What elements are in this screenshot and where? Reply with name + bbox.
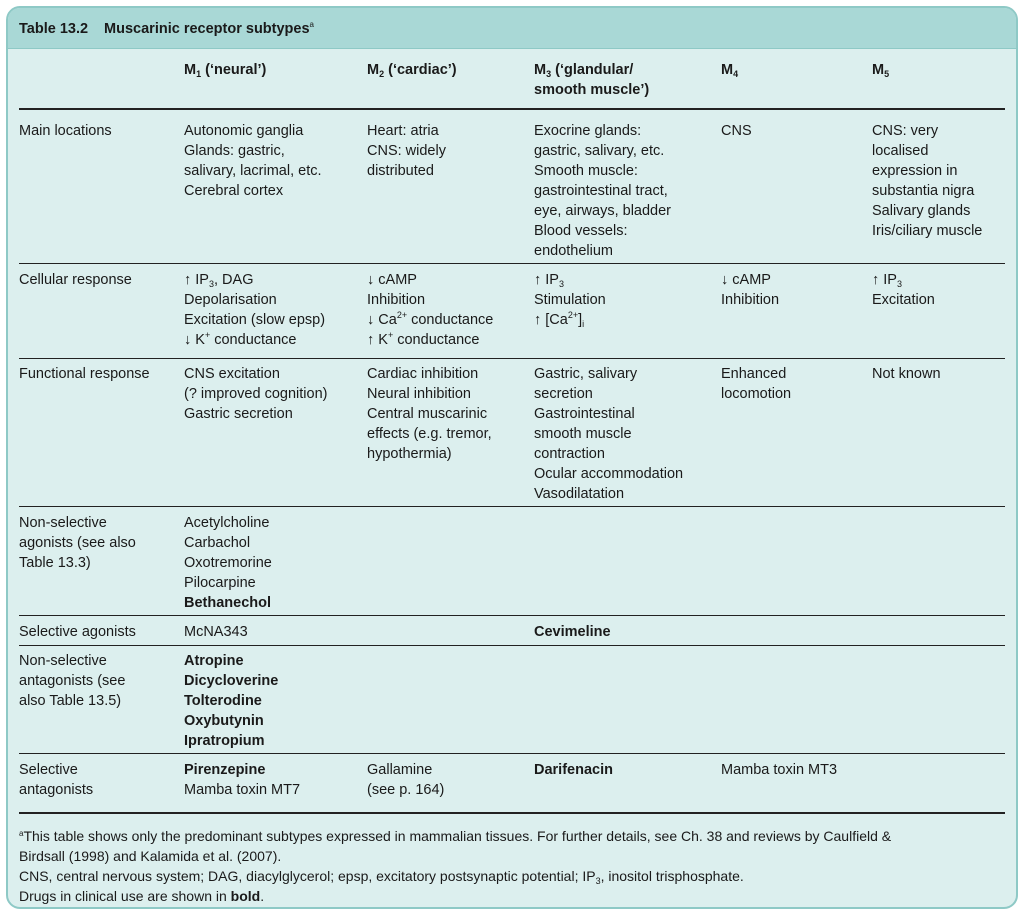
row-divider — [19, 753, 1005, 754]
bottom-rule — [19, 812, 1005, 814]
cell-m1: Atropine Dicycloverine Tolterodine Oxybutynin Ipratropium — [184, 653, 279, 749]
row-label: Selective agonists — [19, 624, 136, 640]
row-label: Non-selective agonists (see also Table 13.3) — [19, 515, 136, 571]
cell-m5: CNS: very localised expression in substantia nigra Salivary glands Iris/ciliary muscle — [872, 123, 983, 239]
table-title-text: Muscarinic receptor subtypes — [104, 21, 310, 37]
cell-m3: Cevimeline — [534, 624, 611, 640]
row-divider — [19, 506, 1005, 507]
footnote-a: $^a$This table shows only the predominant subtypes expressed in mammalian tissues. For further details, see Ch. 38 and reviews by Caulfield & — [19, 828, 892, 844]
table-number: Table 13.2 — [19, 21, 89, 37]
cell-m1: Pirenzepine Mamba toxin MT7 — [184, 762, 301, 798]
cell-m3: Gastric, salivary secretion Gastrointestinal smooth muscle contraction Ocular accommodation Vasodilatation — [534, 366, 684, 502]
cell-m2: ↓ cAMP Inhibition ↓ $Ca^{2+}$ conductance ↑ K+ conductance — [367, 272, 494, 348]
cell-m1: Autonomic ganglia Glands: gastric, salivary, lacrimal, etc. Cerebral cortex — [184, 123, 322, 199]
row-label: Cellular response — [19, 272, 132, 288]
footnote-abbreviations: CNS, central nervous system; DAG, diacylglycerol; epsp, excitatory postsynaptic potential; $IP_3$, inositol trisphosphate. — [19, 868, 744, 886]
cell-m1: CNS excitation (? improved cognition) Gastric secretion — [184, 366, 328, 422]
footnote-a-continued: Birdsall (1998) and Kalamida et al. (2007). — [19, 848, 282, 864]
cell-m3: Exocrine glands: gastric, salivary, etc. Smooth muscle: gastrointestinal tract, eye, airways, bladder Blood vessels: endothelium — [534, 123, 672, 259]
row-label: Functional response — [19, 366, 150, 382]
cell-m4: ↓ cAMP Inhibition — [721, 272, 780, 308]
table-title — [19, 21, 314, 37]
row-label: Non-selective antagonists (see also Table 13.5) — [19, 653, 126, 709]
cell-m2: Heart: atria CNS: widely distributed — [367, 123, 446, 179]
cell-m5: ↑ $IP_3$ Excitation — [872, 272, 935, 308]
header-m2: $M_2$ (‘cardiac’) — [367, 62, 457, 79]
header-m5: $M_5$ — [872, 62, 890, 79]
cell-m3: ↑ $IP_3$ Stimulation ↑ $[Ca^{2+}]_i$ — [534, 272, 606, 329]
row-label: Main locations — [19, 123, 112, 139]
row-divider — [19, 263, 1005, 264]
cell-m1: McNA343 — [184, 624, 248, 640]
title-footnote-marker: a — [309, 20, 314, 29]
cell-m4: Mamba toxin MT3 — [721, 762, 838, 778]
cell-m3: Darifenacin — [534, 762, 613, 778]
table-title-bar — [8, 8, 1016, 49]
row-divider — [19, 358, 1005, 359]
table-panel — [6, 6, 1018, 909]
header-m1: $M_1$ (‘neural’) — [184, 62, 267, 79]
header-rule — [19, 108, 1005, 110]
cell-m1: ↑ $IP_3$, DAG Depolarisation Excitation (slow epsp) ↓ K+ conductance — [184, 272, 326, 348]
row-divider — [19, 615, 1005, 616]
row-label: Selective antagonists — [19, 762, 94, 798]
cell-m2: Cardiac inhibition Neural inhibition Central muscarinic effects (e.g. tremor, hypothermia) — [367, 366, 492, 462]
cell-m1: Acetylcholine Carbachol Oxotremorine Pilocarpine Bethanechol — [184, 515, 272, 611]
cell-m4: CNS — [721, 123, 752, 139]
cell-m5: Not known — [872, 366, 941, 382]
header-m4: $M_4$ — [721, 62, 739, 79]
header-m3: $M_3$ (‘glandular/ smooth muscle’) — [534, 62, 650, 98]
footnote-bold-note: Drugs in clinical use are shown in bold. — [19, 888, 265, 904]
cell-m2: Gallamine (see p. 164) — [367, 762, 445, 798]
table-footnotes — [19, 826, 1009, 906]
cell-m4: Enhanced locomotion — [721, 366, 792, 402]
row-divider — [19, 645, 1005, 646]
